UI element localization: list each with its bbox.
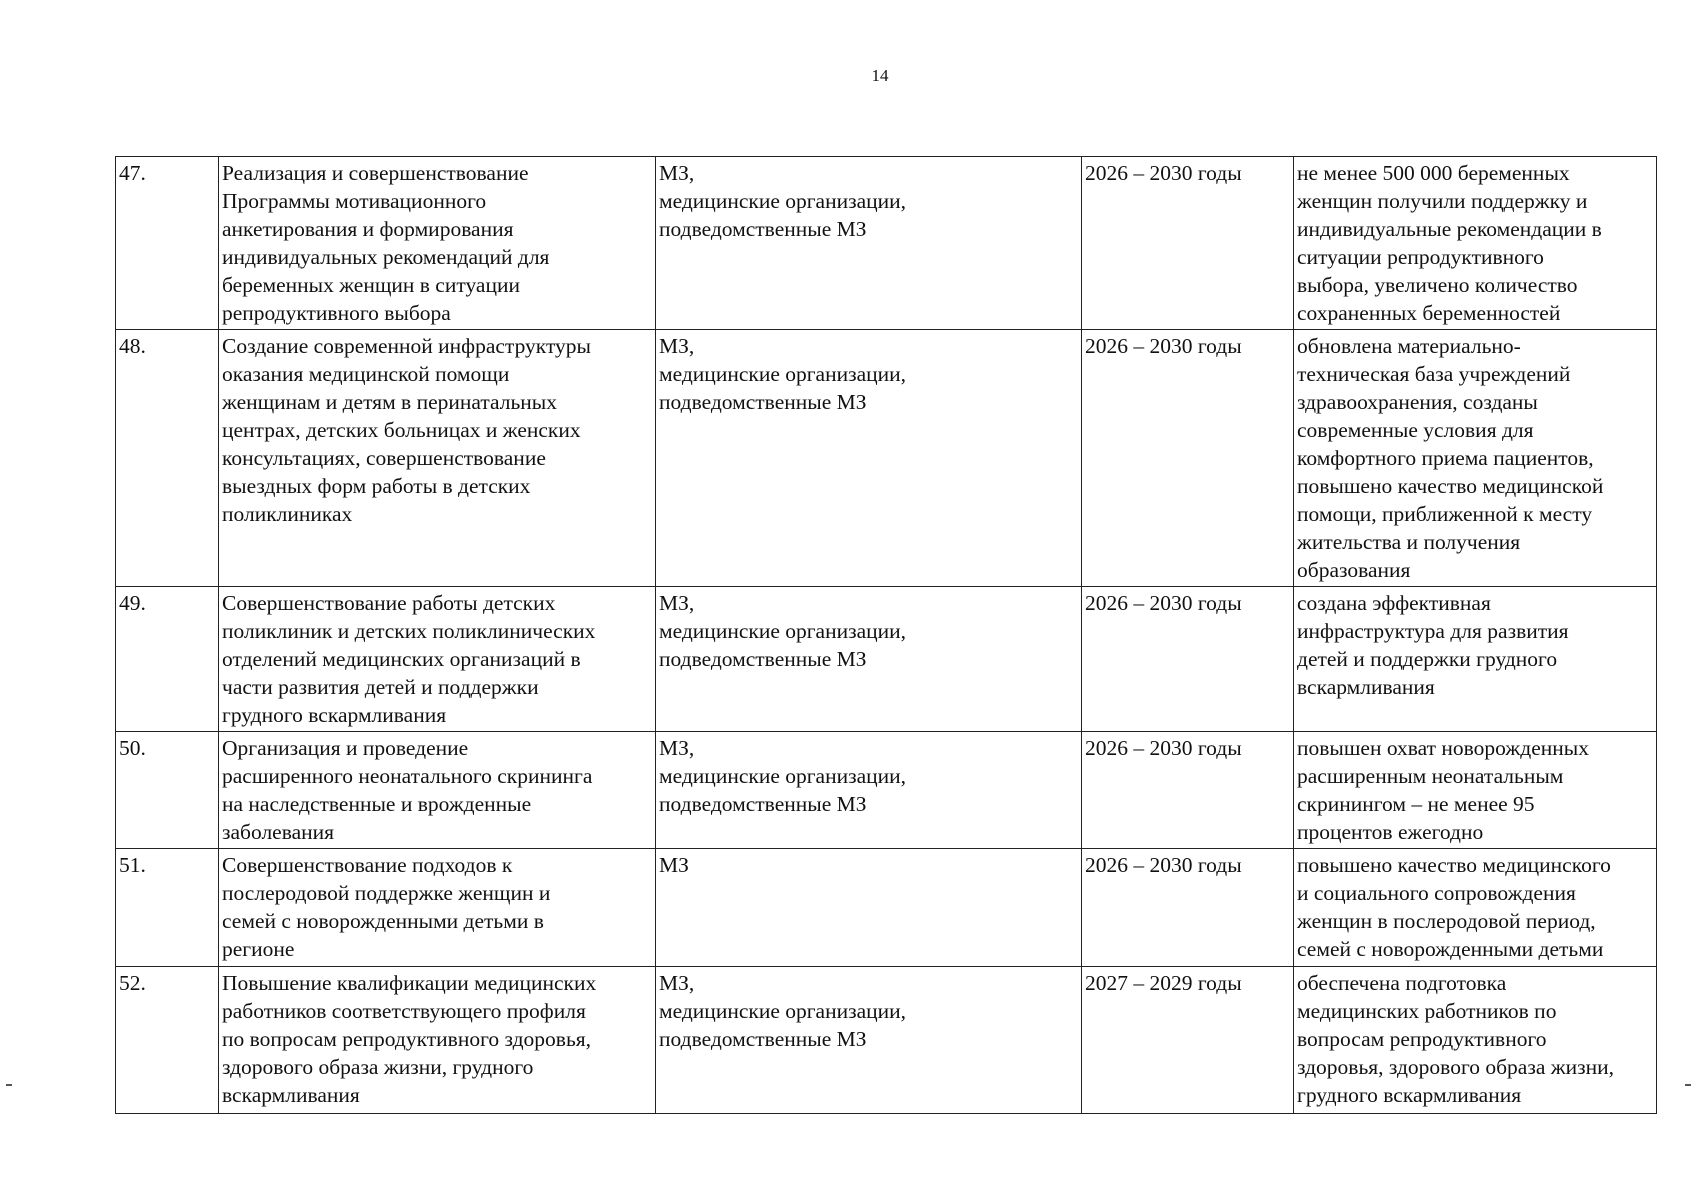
result-cell: создана эффективная инфраструктура для развития детей и поддержки грудного вскармливания: [1294, 587, 1657, 732]
table-row: [116, 330, 1657, 587]
table-row: [116, 849, 1657, 967]
activity-cell: Повышение квалификации медицинских работников соответствующего профиля по вопросам репродуктивного здоровья, здорового образа жизни, грудного вскармливания: [219, 967, 656, 1114]
term-cell: 2027 – 2029 годы: [1082, 967, 1294, 1114]
row-number: 49.: [116, 587, 219, 732]
table-row: [116, 587, 1657, 732]
executor-cell: МЗ, медицинские организации, подведомственные МЗ: [656, 330, 1082, 587]
result-cell: не менее 500 000 беременных женщин получили поддержку и индивидуальные рекомендации в ситуации репродуктивного выбора, увеличено количество сохраненных беременностей: [1294, 157, 1657, 330]
executor-cell: МЗ, медицинские организации, подведомственные МЗ: [656, 587, 1082, 732]
row-number: 47.: [116, 157, 219, 330]
activity-cell: Организация и проведение расширенного неонатального скрининга на наследственные и врожденные заболевания: [219, 732, 656, 849]
activity-cell: Реализация и совершенствование Программы мотивационного анкетирования и формирования индивидуальных рекомендаций для беременных женщин в ситуации репродуктивного выбора: [219, 157, 656, 330]
result-cell: обновлена материально- техническая база учреждений здравоохранения, созданы современные условия для комфортного приема пациентов, повышено качество медицинской помощи, приближенной к месту жительства и получения образования: [1294, 330, 1657, 587]
result-cell: повышен охват новорожденных расширенным неонатальным скринингом – не менее 95 процентов ежегодно: [1294, 732, 1657, 849]
term-cell: 2026 – 2030 годы: [1082, 732, 1294, 849]
row-number: 52.: [116, 967, 219, 1114]
result-cell: повышено качество медицинского и социального сопровождения женщин в послеродовой период, семей с новорожденными детьми: [1294, 849, 1657, 967]
executor-cell: МЗ: [656, 849, 1082, 967]
table-row: [116, 967, 1657, 1114]
page-number: 14: [871, 66, 889, 85]
executor-cell: МЗ, медицинские организации, подведомственные МЗ: [656, 967, 1082, 1114]
row-number: 51.: [116, 849, 219, 967]
table-row: [116, 732, 1657, 849]
activity-cell: Создание современной инфраструктуры оказания медицинской помощи женщинам и детям в перинатальных центрах, детских больницах и женских консультациях, совершенствование выездных форм работы в детских поликлиниках: [219, 330, 656, 587]
activity-cell: Совершенствование работы детских поликлиник и детских поликлинических отделений медицинских организаций в части развития детей и поддержки грудного вскармливания: [219, 587, 656, 732]
term-cell: 2026 – 2030 годы: [1082, 157, 1294, 330]
executor-cell: МЗ, медицинские организации, подведомственные МЗ: [656, 157, 1082, 330]
margin-mark: [1685, 1084, 1691, 1086]
executor-cell: МЗ, медицинские организации, подведомственные МЗ: [656, 732, 1082, 849]
result-cell: обеспечена подготовка медицинских работников по вопросам репродуктивного здоровья, здорового образа жизни, грудного вскармливания: [1294, 967, 1657, 1114]
row-number: 50.: [116, 732, 219, 849]
measures-table: [115, 156, 1657, 1114]
term-cell: 2026 – 2030 годы: [1082, 587, 1294, 732]
term-cell: 2026 – 2030 годы: [1082, 330, 1294, 587]
margin-mark: [6, 1084, 12, 1086]
term-cell: 2026 – 2030 годы: [1082, 849, 1294, 967]
row-number: 48.: [116, 330, 219, 587]
table-row: [116, 157, 1657, 330]
activity-cell: Совершенствование подходов к послеродовой поддержке женщин и семей с новорожденными детьми в регионе: [219, 849, 656, 967]
